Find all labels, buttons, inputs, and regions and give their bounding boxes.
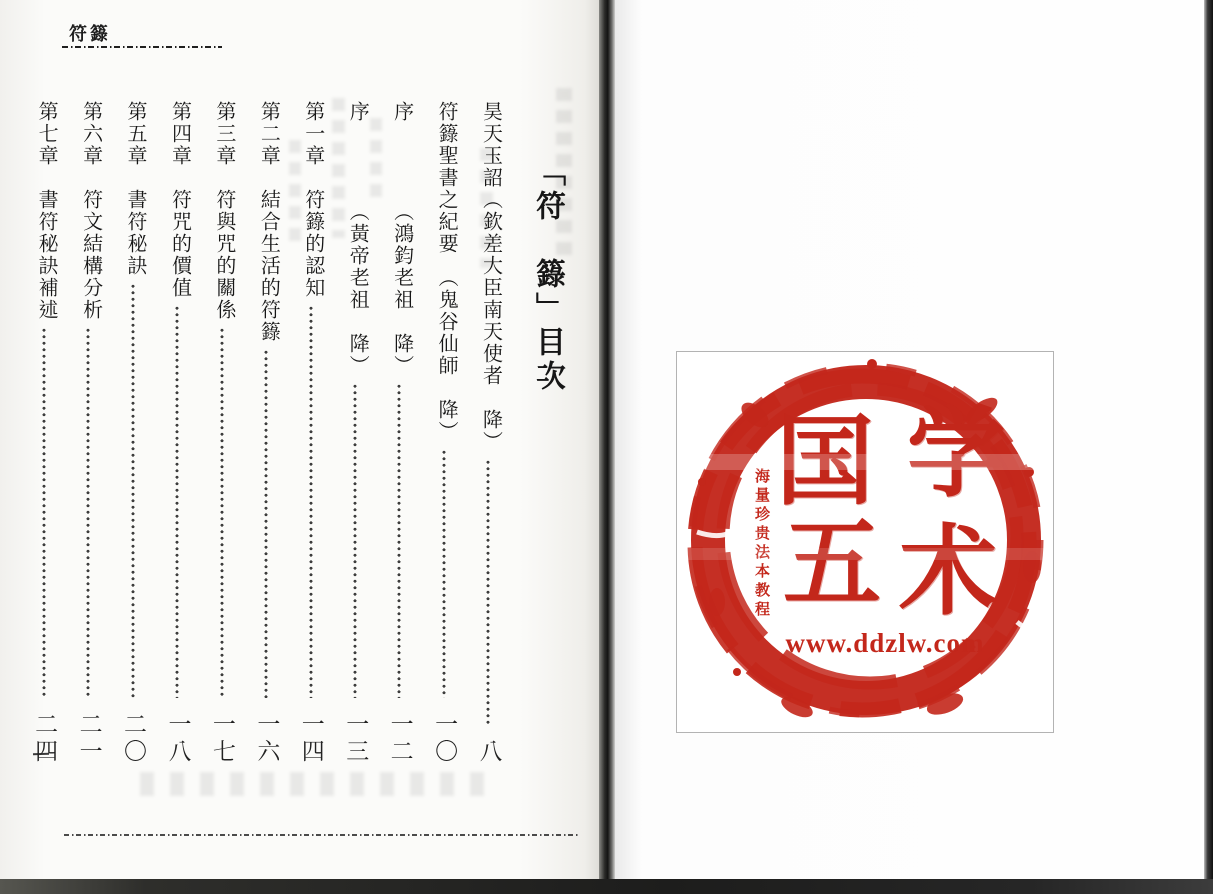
toc-entry [75,98,101,766]
toc-entry [253,98,279,766]
toc-entry-title: 第三章 符與咒的關係 [212,101,235,321]
toc-entry-title: 第五章 書符秘訣 [124,101,146,277]
toc-entry-title: 第七章 書符秘訣補述 [35,101,58,321]
toc-entry [386,98,412,766]
toc-entry-page: 一八 [165,712,191,766]
toc-entry-page: 一三 [343,712,369,766]
bleed-through [140,772,500,796]
toc-entry-title: 第四章 符咒的價值 [168,101,191,299]
toc-title: 「符 籙」目次 [531,156,564,394]
stamp-url: www.ddzlw.com [785,628,985,658]
stamp-char-guo: 国 [776,409,875,517]
toc-entry-title: 序 （黃帝老祖 降） [346,101,369,377]
footer-divider [64,834,579,836]
toc-entry-page: 一六 [254,712,280,766]
toc-entry [431,98,457,766]
dotted-leader [386,377,412,706]
toc-entry-title: 第六章 符文結構分析 [79,101,102,321]
toc-entry-title: 昊天玉詔（欽差大臣南天使者 降） [479,101,502,453]
running-header: 符籙 [69,24,111,44]
toc-entry [208,98,234,766]
toc-entry [297,98,323,766]
toc-entry [475,98,501,766]
toc-entry [164,98,190,766]
dotted-leader [475,453,501,733]
toc-entry [342,98,368,766]
table-of-contents [32,98,564,766]
page-right-edge [1204,0,1213,894]
dotted-leader [253,343,279,706]
toc-entry-title: 符籙聖書之紀要 （鬼谷仙師 降） [435,101,458,443]
dotted-leader [297,299,323,706]
dotted-leader [164,299,190,706]
toc-entry-title: 第二章 結合生活的符籙 [257,101,280,343]
toc-entry-title: 序 （鴻鈞老祖 降） [390,101,413,377]
toc-entry-page: 一二 [387,712,413,766]
book-spine-seam [599,0,615,894]
dotted-leader [431,443,457,706]
stamp-char-shu: 术 [899,519,998,627]
dotted-leader [342,377,368,706]
scan-artifact-band [679,454,1051,470]
header-divider [62,46,222,48]
toc-entry-page: 一四 [298,712,324,766]
dotted-leader [208,321,234,706]
toc-entry [120,98,146,766]
toc-entry-page: 八 [476,739,502,766]
book-bottom-edge [0,879,1213,894]
dotted-leader [120,277,146,706]
toc-entry [31,98,57,766]
toc-entry-page: 二四 [32,712,58,766]
stamp-char-xue: 学 [907,401,1006,509]
stamp-side-text: 海量珍贵法本教程 [753,468,769,620]
scan-artifact-band [679,548,1051,560]
watermark-stamp [676,351,1054,733]
toc-entry-page: 二〇 [121,712,146,766]
toc-entry-title: 第一章 符籙的認知 [301,101,324,299]
toc-entry-page: 一七 [209,712,235,766]
toc-entry-page: 二一 [76,712,102,766]
dotted-leader [75,321,101,706]
dotted-leader [31,321,57,706]
stamp-char-wu: 五 [783,511,882,619]
toc-entry-page: 一〇 [432,712,458,766]
